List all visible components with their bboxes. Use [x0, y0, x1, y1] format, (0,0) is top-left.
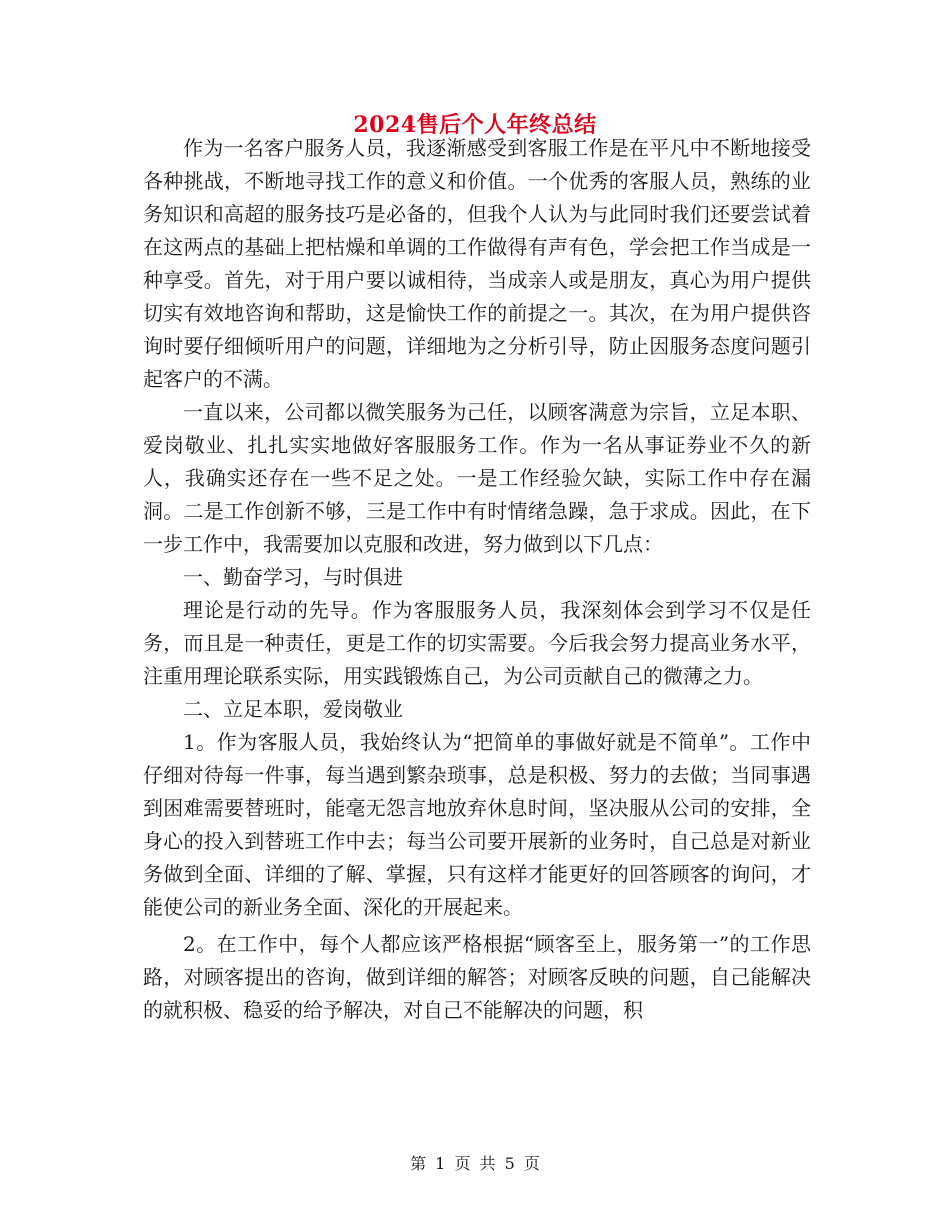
- section-heading-study: 一、勤奋学习，与时俱进: [183, 565, 403, 589]
- document-title: 2024售后个人年终总结: [353, 112, 597, 138]
- paragraph-shortcomings: 一直以来，公司都以微笑服务为己任，以顾客满意为宗旨，立足本职、爱岗敬业、扎扎实实地做好客服服务工作。作为一名从事证券业不久的新人，我确实还存在一些不足之处。一是工作经验欠缺，实际工作中存在漏洞。二是工作创新不够，三是工作中有时情绪急躁，急于求成。因此，在下一步工作中，我需要加以克服和改进，努力做到以下几点：: [143, 400, 811, 556]
- paragraph-duty-2: 2。在工作中，每个人都应该严格根据“顾客至上，服务第一”的工作思路，对顾客提出的咨询，做到详细的解答；对顾客反映的问题，自己能解决的就积极、稳妥的给予解决，对自己不能解决的问题，积: [143, 932, 811, 1022]
- paragraph-intro: 作为一名客户服务人员，我逐渐感受到客服工作是在平凡中不断地接受各种挑战，不断地寻找工作的意义和价值。一个优秀的客服人员，熟练的业务知识和高超的服务技巧是必备的，但我个人认为与此同时我们还要尝试着在这两点的基础上把枯燥和单调的工作做得有声有色，学会把工作当成是一种享受。首先，对于用户要以诚相待，当成亲人或是朋友，真心为用户提供切实有效地咨询和帮助，这是愉快工作的前提之一。其次，在为用户提供咨询时要仔细倾听用户的问题，详细地为之分析引导，防止因服务态度问题引起客户的不满。: [143, 136, 811, 391]
- paragraph-study: 理论是行动的先导。作为客服服务人员，我深刻体会到学习不仅是任务，而且是一种责任，更是工作的切实需要。今后我会努力提高业务水平，注重用理论联系实际，用实践锻炼自己，为公司贡献自己的微薄之力。: [143, 598, 811, 688]
- page-number-footer: 第 1 页 共 5 页: [410, 1154, 540, 1173]
- document-body: [143, 132, 811, 1027]
- section-heading-duty: 二、立足本职，爱岗敬业: [183, 697, 403, 721]
- paragraph-duty-1: 1。作为客服人员，我始终认为“把简单的事做好就是不简单”。工作中仔细对待每一件事，每当遇到繁杂琐事，总是积极、努力的去做；当同事遇到困难需要替班时，能毫无怨言地放弃休息时间，坚决服从公司的安排，全身心的投入到替班工作中去；每当公司要开展新的业务时，自己总是对新业务做到全面、详细的了解、掌握，只有这样才能更好的回答顾客的询问，才能使公司的新业务全面、深化的开展起来。: [143, 730, 811, 919]
